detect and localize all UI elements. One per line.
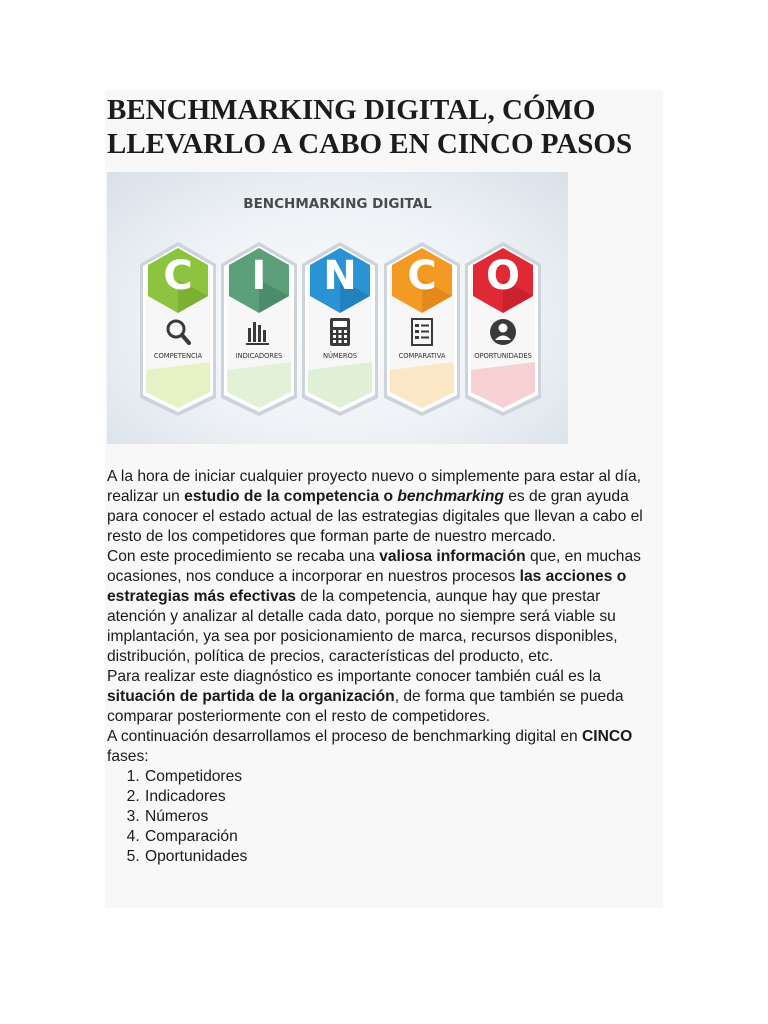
list-item: 4. Comparación [144, 827, 663, 847]
list-item: 1. Competidores [144, 767, 663, 787]
calculator-icon [324, 316, 356, 348]
infographic-heading: BENCHMARKING DIGITAL [243, 196, 432, 212]
badge-4 [382, 238, 462, 418]
article-title: BENCHMARKING DIGITAL, CÓMO LLEVARLO A CABO EN CINCO PASOS [107, 94, 633, 160]
paragraph-diagnosis: Para realizar este diagnóstico es importante conocer también cuál es la situación de partida de la organización, de forma que también se pueda comparar posteriormente con el resto de competidores. [107, 668, 624, 725]
badge-label: COMPARATIVA [398, 352, 446, 360]
badge-label: OPORTUNIDADES [474, 352, 532, 360]
magnifier-icon [162, 316, 194, 348]
badge-letter: N [323, 253, 357, 299]
user-circle-icon [487, 316, 519, 348]
badge-letter: O [485, 253, 520, 299]
benchmarking-infographic [107, 172, 568, 444]
article-body [107, 467, 663, 867]
badge-3 [300, 238, 380, 418]
badge-label: COMPETENCIA [153, 352, 203, 360]
list-item: 3. Números [144, 807, 663, 827]
badge-letter: I [251, 253, 267, 299]
paragraph-intro: A la hora de iniciar cualquier proyecto nuevo o simplemente para estar al día, realizar un estudio de la competencia o benchmarking es de gran ayuda para conocer el estado actual de las estrategias digitales que llevan a cabo el resto de los competidores que forman parte de nuestro mercado. [107, 468, 643, 545]
phases-list [107, 767, 663, 867]
paragraph-phases: A continuación desarrollamos el proceso de benchmarking digital en CINCO fases: [107, 728, 633, 765]
badge-label: NÚMEROS [323, 352, 357, 360]
bar-chart-icon [243, 316, 275, 348]
list-item: 2. Indicadores [144, 787, 663, 807]
badge-5 [463, 238, 543, 418]
list-item: 5. Oportunidades [144, 847, 663, 867]
badge-letter: C [407, 253, 437, 299]
form-icon [406, 316, 438, 348]
paragraph-procedure: Con este procedimiento se recaba una valiosa información que, en muchas ocasiones, nos conduce a incorporar en nuestros procesos las acciones o estrategias más efectivas de la competencia, aunque hay que prestar atención y analizar al detalle cada dato, porque no siempre será viable su implantación, ya sea por posicionamiento de marca, recursos disponibles, distribución, política de precios, características del producto, etc. [107, 548, 641, 665]
badge-letter: C [163, 253, 193, 299]
badge-label: INDICADORES [235, 352, 283, 360]
badge-2 [219, 238, 299, 418]
badge-1 [138, 238, 218, 418]
